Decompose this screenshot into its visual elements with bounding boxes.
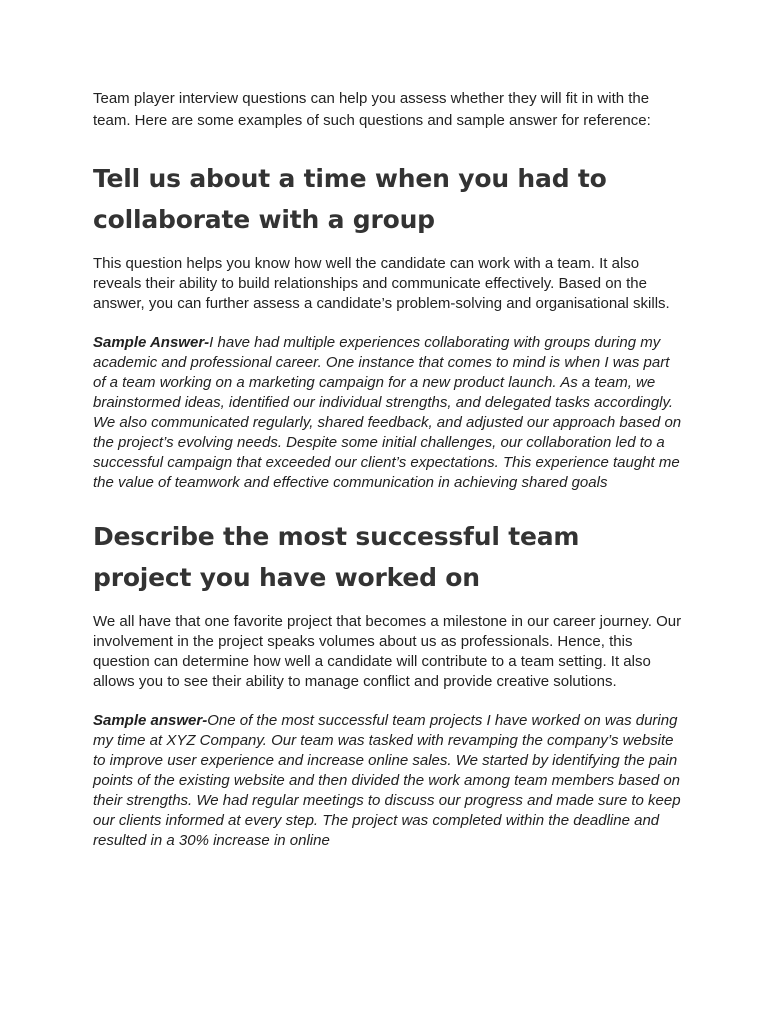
section-2-sample-answer [93,711,683,851]
section-1-sample-text: I have had multiple experiences collaborating with groups during my academic and professional career. One instance that comes to mind is when I was part of a team working on a marketing campaign for a new product launch. As a team, we brainstormed ideas, identified our individual strengths, and delegated tasks accordingly. We also communicated regularly, shared feedback, and adjusted our approach based on the project’s evolving needs. Despite some initial challenges, our collaboration led to a successful campaign that exceeded our client’s expectations. This experience taught me the value of teamwork and effective communication in achieving shared goals [93,334,682,491]
section-1-description: This question helps you know how well the candidate can work with a team. It also reveals their ability to build relationships and communicate effectively. Based on the answer, you can further assess a candidate’s problem-solving and organisational skills. [93,255,670,312]
section-2-heading: Describe the most successful team project you have worked on [93,522,580,592]
section-2-sample-text: One of the most successful team projects I have worked on was during my time at XYZ Company. Our team was tasked with revamping the company’s website to improve user experience and increase online sales. We started by identifying the pain points of the existing website and then divided the work among team members based on their strengths. We had regular meetings to discuss our progress and made sure to keep our clients informed at every step. The project was completed within the deadline and resulted in a 30% increase in online [93,712,681,849]
section-2-sample-label: Sample answer- [93,712,208,729]
section-1-sample-label: Sample Answer- [93,334,210,351]
document-content [93,88,683,851]
intro-paragraph: Team player interview questions can help you assess whether they will fit in with the team. Here are some examples of such questions and sample answer for reference: [93,90,651,129]
section-1-heading: Tell us about a time when you had to collaborate with a group [93,164,607,234]
section-1-sample-answer [93,333,683,493]
section-2-description: We all have that one favorite project that becomes a milestone in our career journey. Our involvement in the project speaks volumes about us as professionals. Hence, this question can determine how well a candidate will contribute to a team setting. It also allows you to see their ability to manage conflict and provide creative solutions. [93,613,682,690]
